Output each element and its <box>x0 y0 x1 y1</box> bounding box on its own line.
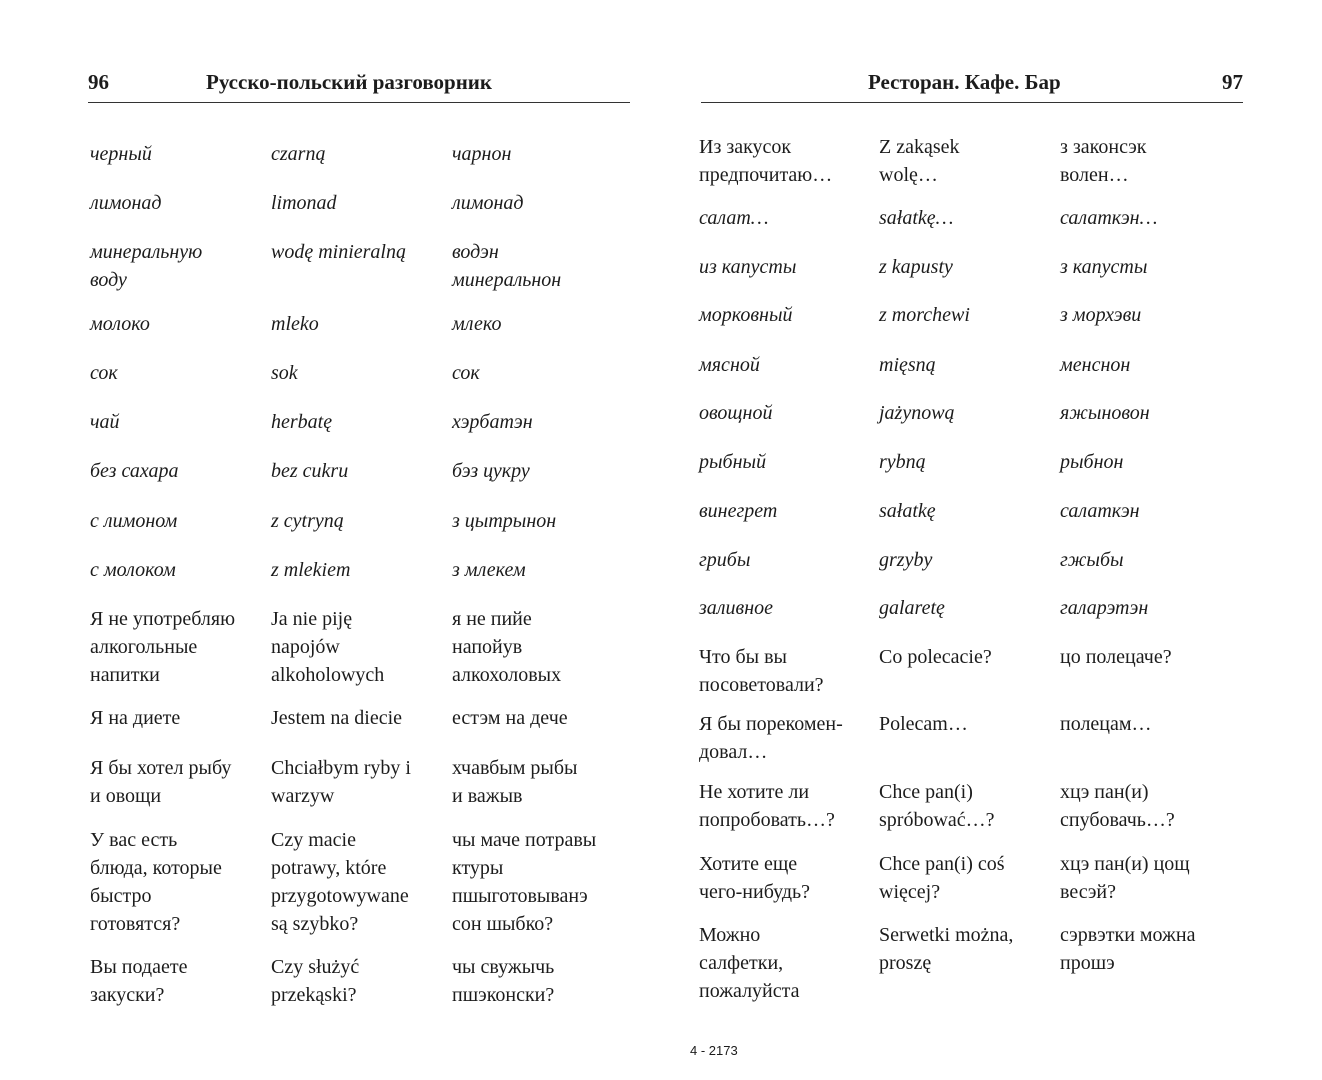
polish-phrase: Czy służyć przekąski? <box>271 956 360 1006</box>
transcription: менснон <box>1060 354 1131 376</box>
transcription: естэм на дече <box>452 707 568 729</box>
transcription: цо полецаче? <box>1060 646 1172 668</box>
russian-phrase: Вы подаете закуски? <box>90 956 188 1006</box>
russian-phrase: Я на диете <box>90 707 181 729</box>
russian-phrase: лимонад <box>90 192 162 214</box>
transcription: з млекем <box>452 559 526 581</box>
polish-phrase: sałatkę <box>879 500 936 522</box>
transcription: сэрвэтки можна прошэ <box>1060 924 1196 974</box>
transcription: салаткэн <box>1060 500 1140 522</box>
left-page-header <box>88 66 630 103</box>
russian-phrase: черный <box>90 143 152 165</box>
transcription: з законсэк волен… <box>1060 136 1147 186</box>
polish-phrase: z kapusty <box>879 256 953 278</box>
transcription: з морхэви <box>1060 304 1142 326</box>
transcription: полецам… <box>1060 713 1152 735</box>
transcription: я не пийе напойув алкохоловых <box>452 608 562 686</box>
transcription: хчавбым рыбы и важыв <box>452 757 578 807</box>
polish-phrase: z mlekiem <box>271 559 351 581</box>
polish-phrase: Chce pan(i) spróbować…? <box>879 781 995 831</box>
polish-phrase: rybną <box>879 451 926 473</box>
russian-phrase: морковный <box>699 304 793 326</box>
polish-phrase: z morchewi <box>879 304 970 326</box>
polish-phrase: limonad <box>271 192 337 214</box>
polish-phrase: bez cukru <box>271 460 349 482</box>
polish-phrase: jażynową <box>879 402 955 424</box>
russian-phrase: салат… <box>699 207 769 229</box>
right-page-header <box>701 66 1243 103</box>
polish-phrase: Polecam… <box>879 713 968 735</box>
transcription: млеко <box>452 313 502 335</box>
russian-phrase: с молоком <box>90 559 176 581</box>
signature-mark: 4 - 2173 <box>690 1043 738 1058</box>
russian-phrase: минеральную воду <box>90 241 203 291</box>
transcription: салаткэн… <box>1060 207 1158 229</box>
polish-phrase: sałatkę… <box>879 207 954 229</box>
polish-phrase: Jestem na diecie <box>271 707 403 729</box>
polish-phrase: sok <box>271 362 298 384</box>
russian-phrase: мясной <box>699 354 760 376</box>
transcription: чы свужычь пшэконски? <box>452 956 555 1006</box>
russian-phrase: грибы <box>699 549 751 571</box>
transcription: бэз цукру <box>452 460 530 482</box>
russian-phrase: Я бы порекомен- довал… <box>699 713 843 763</box>
right-page <box>661 0 1322 1080</box>
polish-phrase: Co polecacie? <box>879 646 992 668</box>
russian-phrase: Не хотите ли попробовать…? <box>699 781 835 831</box>
transcription: хцэ пан(и) цощ весэй? <box>1060 853 1190 903</box>
polish-phrase: czarną <box>271 143 326 165</box>
page-number-right: 97 <box>1222 70 1243 94</box>
russian-phrase: из капусты <box>699 256 797 278</box>
running-title-right: Ресторан. Кафе. Бар <box>868 70 1061 94</box>
russian-phrase: Можно салфетки, пожалуйста <box>699 924 800 1002</box>
polish-phrase: mięsną <box>879 354 936 376</box>
polish-phrase: Czy macie potrawy, które przygotowywane są szybko? <box>271 829 409 935</box>
transcription: яжыновон <box>1060 402 1150 424</box>
transcription: хцэ пан(и) спубовачь…? <box>1060 781 1175 831</box>
russian-phrase: без сахара <box>90 460 179 482</box>
russian-phrase: винегрет <box>699 500 778 522</box>
russian-phrase: Хотите еще чего-нибудь? <box>699 853 811 903</box>
russian-phrase: У вас есть блюда, которые быстро готовятся? <box>90 829 222 935</box>
polish-phrase: herbatę <box>271 411 333 433</box>
polish-phrase: Ja nie piję napojów alkoholowych <box>271 608 385 686</box>
transcription: водэн минеральнон <box>452 241 562 291</box>
russian-phrase: с лимоном <box>90 510 178 532</box>
polish-phrase: wodę minieralną <box>271 241 406 263</box>
page-number-left: 96 <box>88 70 109 94</box>
russian-phrase: рыбный <box>699 451 767 473</box>
transcription: рыбнон <box>1060 451 1124 473</box>
polish-phrase: grzyby <box>879 549 933 571</box>
polish-phrase: Z zakąsek wolę… <box>879 136 960 186</box>
transcription: чарнон <box>452 143 512 165</box>
russian-phrase: овощной <box>699 402 773 424</box>
polish-phrase: mleko <box>271 313 319 335</box>
running-title-left: Русско-польский разговорник <box>206 70 493 94</box>
transcription: чы маче потравы ктуры пшыготовыванэ сон шыбко? <box>452 829 597 935</box>
transcription: лимонад <box>452 192 524 214</box>
transcription: сок <box>452 362 480 384</box>
russian-phrase: Что бы вы посоветовали? <box>699 646 824 696</box>
transcription: хэрбатэн <box>452 411 533 433</box>
polish-phrase: galaretę <box>879 597 945 619</box>
russian-phrase: Я не употребляю алкогольные напитки <box>90 608 236 686</box>
polish-phrase: Chce pan(i) coś więcej? <box>879 853 1005 903</box>
transcription: галарэтэн <box>1060 597 1149 619</box>
transcription: гжыбы <box>1060 549 1124 571</box>
transcription: з цытрынон <box>452 510 557 532</box>
russian-phrase: сок <box>90 362 118 384</box>
russian-phrase: чай <box>90 411 120 433</box>
polish-phrase: z cytryną <box>271 510 344 532</box>
polish-phrase: Serwetki można, proszę <box>879 924 1014 974</box>
russian-phrase: Я бы хотел рыбу и овощи <box>90 757 232 807</box>
transcription: з капусты <box>1060 256 1148 278</box>
russian-phrase: Из закусок предпочитаю… <box>699 136 833 186</box>
russian-phrase: заливное <box>699 597 774 619</box>
russian-phrase: молоко <box>90 313 150 335</box>
polish-phrase: Chciałbym ryby i warzyw <box>271 757 411 807</box>
